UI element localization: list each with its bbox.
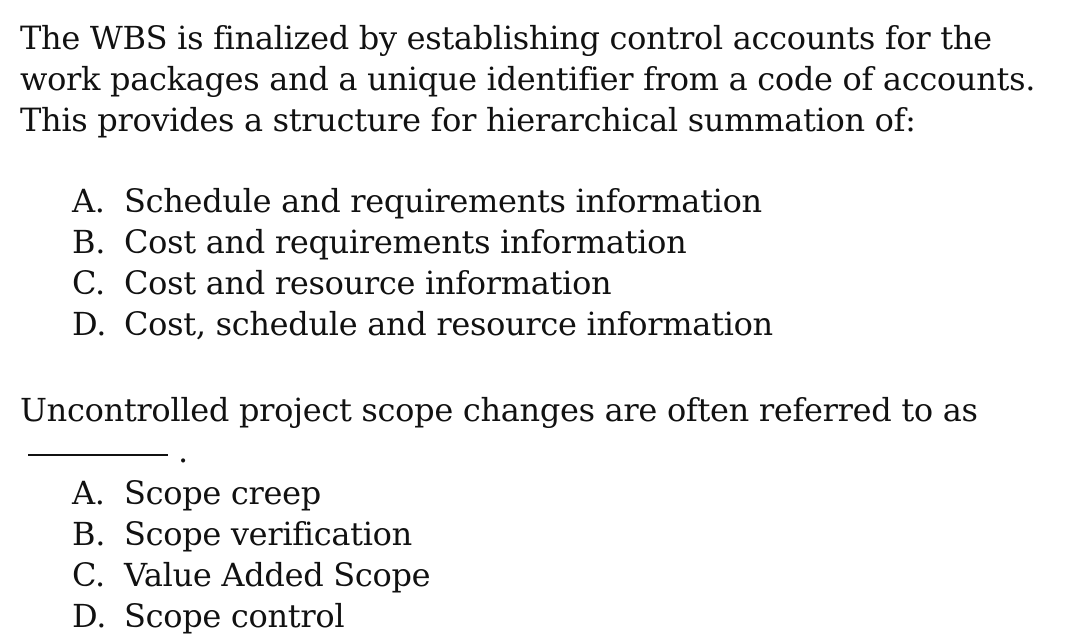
option-letter: D.: [72, 597, 107, 635]
option-letter: A.: [72, 182, 105, 220]
question-1-option-d: [72, 304, 773, 345]
question-1-option-a: [72, 181, 773, 222]
option-text: Scope control: [124, 597, 345, 635]
option-text: Cost, schedule and resource information: [124, 305, 773, 343]
option-text: Cost and requirements information: [124, 223, 687, 261]
option-text: Scope creep: [124, 474, 321, 512]
question-2-option-a: [72, 473, 430, 514]
question-1-option-b: [72, 222, 773, 263]
question-1-stem: The WBS is finalized by establishing control accounts for the work packages and a unique identifier from a code of accounts. This provides a structure for hierarchical summation of:: [20, 19, 1036, 139]
option-letter: C.: [72, 556, 105, 594]
question-2-stem-end: .: [178, 432, 188, 470]
option-letter: B.: [72, 223, 106, 261]
option-text: Schedule and requirements information: [124, 182, 762, 220]
question-2-option-c: [72, 555, 430, 596]
option-text: Cost and resource information: [124, 264, 612, 302]
option-text: Value Added Scope: [124, 556, 431, 594]
question-2-option-d: [72, 596, 430, 637]
question-1-option-c: [72, 263, 773, 304]
option-letter: B.: [72, 515, 106, 553]
question-2-stem: [20, 390, 1070, 472]
option-letter: A.: [72, 474, 105, 512]
question-2-option-b: [72, 514, 430, 555]
option-letter: C.: [72, 264, 105, 302]
question-2-stem-text: Uncontrolled project scope changes are often referred to as: [20, 391, 978, 429]
question-2-options: [72, 473, 430, 637]
option-text: Scope verification: [124, 515, 412, 553]
option-letter: D.: [72, 305, 107, 343]
question-1-options: [72, 181, 773, 345]
answer-blank: [28, 454, 168, 456]
